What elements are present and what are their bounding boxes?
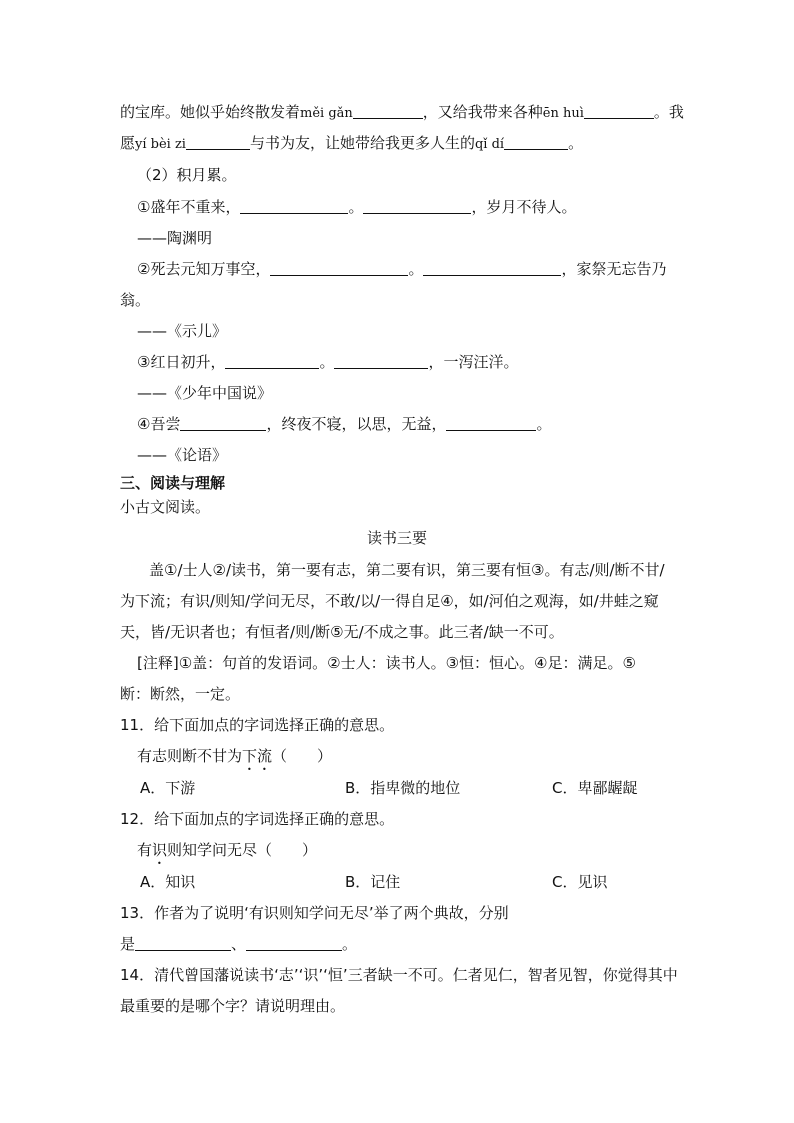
poem-1 [137, 197, 576, 217]
poem-source: ——《少年中国说》 [137, 384, 273, 402]
poem-2 [137, 259, 666, 279]
text: 有 [137, 841, 153, 859]
answer-blank[interactable] [504, 135, 568, 150]
text: ③红日初升， [137, 353, 226, 371]
passage-line-2 [120, 133, 583, 155]
option-c[interactable]: C．见识 [552, 873, 608, 891]
question-14-continued: 最重要的是哪个字？请说明理由。 [120, 997, 346, 1015]
text: 则知学问无尽（ ） [167, 841, 318, 859]
answer-blank[interactable] [353, 104, 423, 119]
text: 是 [120, 935, 136, 953]
question-11-stem [137, 746, 332, 774]
option-a[interactable]: A．知识 [140, 873, 196, 891]
option-c[interactable]: C．卑鄙龌龊 [552, 779, 638, 797]
text: 愿 [120, 134, 136, 152]
option-b[interactable]: B．指卑微的地位 [345, 779, 461, 797]
answer-blank[interactable] [246, 936, 342, 951]
poem-source: ——《示儿》 [137, 322, 228, 340]
answer-blank[interactable] [363, 199, 471, 214]
text: ④吾尝 [137, 415, 181, 433]
text: 。 [536, 415, 552, 433]
answer-blank[interactable] [225, 354, 319, 369]
text: ，家祭无忘告乃 [561, 260, 667, 278]
passage-title: 读书三要 [366, 529, 427, 547]
pinyin: yí bèi zi [135, 137, 186, 152]
answer-blank[interactable] [423, 261, 561, 276]
passage-text-line: 盖①/士人②/读书，第一要有志，第二要有识，第三要有恒③。有志/则/断不甘/ [149, 561, 665, 579]
question-13: 13．作者为了说明‘有识则知学问无尽’举了两个典故，分别 [120, 904, 509, 922]
poem-4 [137, 414, 551, 434]
poem-source: ——《论语》 [137, 446, 228, 464]
pinyin: měi gǎn [300, 106, 353, 121]
passage-text-line: 天，皆/无识者也；有恒者/则/断⑤无/不成之事。此三者/缺一不可。 [120, 623, 564, 641]
text: ，岁月不待人。 [471, 198, 577, 216]
answer-blank[interactable] [334, 354, 428, 369]
passage-line-1 [120, 102, 684, 124]
question-12: 12．给下面加点的字词选择正确的意思。 [120, 810, 395, 828]
dotted-word: 下流 [242, 747, 273, 765]
text: 。 [319, 353, 335, 371]
text: ②死去元知万事空， [137, 260, 271, 278]
text: ，又给我带来各种 [422, 103, 543, 121]
text: 。 [408, 260, 424, 278]
annotation-line: [注释]①盖：句首的发语词。②士人：读书人。③恒：恒心。④足：满足。⑤ [137, 654, 636, 672]
answer-blank[interactable] [186, 135, 250, 150]
text: 与书为友，让她带给我更多人生的 [249, 134, 475, 152]
answer-blank[interactable] [584, 104, 654, 119]
dotted-word: 识 [152, 841, 168, 859]
text: 。 [342, 935, 358, 953]
text: ，终夜不寝，以思，无益， [266, 415, 447, 433]
poem-source: ——陶渊明 [137, 229, 213, 247]
text: 。我 [653, 103, 684, 121]
question-2-label: （2）积月累。 [137, 166, 237, 184]
pinyin: qǐ dí [474, 137, 505, 152]
option-b[interactable]: B．记住 [345, 873, 401, 891]
poem-2-continued: 翁。 [120, 291, 151, 309]
text: （ ） [272, 747, 333, 765]
answer-blank[interactable] [270, 261, 408, 276]
section-intro: 小古文阅读。 [120, 498, 211, 516]
annotation-line: 断：断然，一定。 [120, 685, 241, 703]
question-14: 14．清代曾国藩说读书‘志’‘识’‘恒’三者缺一不可。仁者见仁，智者见智，你觉得其中 [120, 966, 678, 984]
section-heading: 三、阅读与理解 [120, 474, 226, 492]
text: 。 [348, 198, 364, 216]
question-12-stem [137, 840, 317, 868]
option-a[interactable]: A．下游 [140, 779, 196, 797]
text: 、 [231, 935, 247, 953]
poem-3 [137, 352, 518, 372]
answer-blank[interactable] [135, 936, 231, 951]
text: 的宝库。她似乎始终散发着 [120, 103, 301, 121]
text: ①盛年不重来， [137, 198, 241, 216]
question-11: 11．给下面加点的字词选择正确的意思。 [120, 716, 395, 734]
answer-blank[interactable] [240, 199, 348, 214]
text: 有志则断不甘为 [137, 747, 243, 765]
answer-blank[interactable] [446, 416, 536, 431]
question-13-blanks [120, 934, 357, 954]
text: ，一泻汪洋。 [428, 353, 519, 371]
answer-blank[interactable] [180, 416, 266, 431]
pinyin: ēn huì [542, 106, 584, 121]
text: 。 [568, 134, 584, 152]
passage-text-line: 为下流；有识/则知/学问无尽，不敢/以/一得自足④，如/河伯之观海，如/井蛙之窥 [120, 592, 659, 610]
